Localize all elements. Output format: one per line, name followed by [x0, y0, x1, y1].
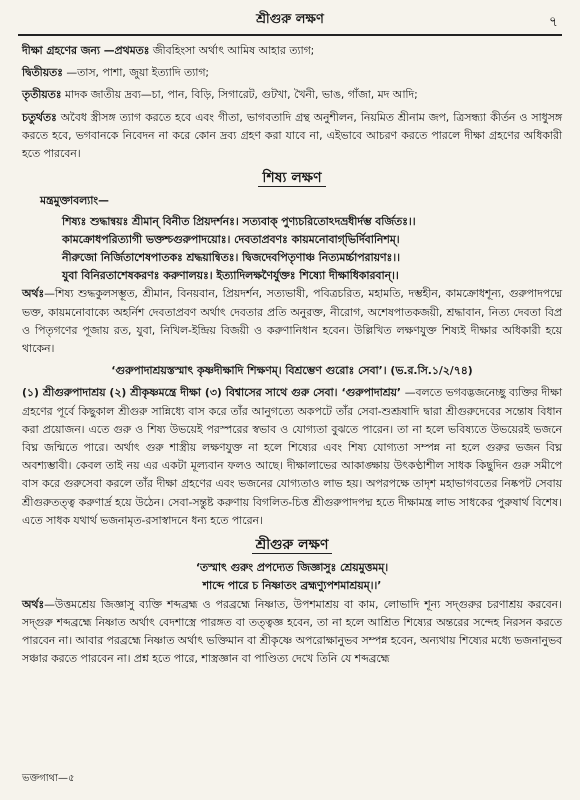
diksha-fourth-text: অবৈধ স্ত্রীসঙ্গ ত্যাগ করতে হবে এবং গীতা, ভাগবতাদি গ্রন্থ অনুশীলন, নিয়মিত শ্রীনাম জপ, ত্রিসন্ধ্যা কীর্তন ও সাধুসঙ্গ করতে হবে, ভগবানকে নিবেদন না করে কোন দ্রব্য গ্রহণ করা যাবে না, এইভাবে আচরণ করতে পারলে দীক্ষা গ্রহণের অধিকারী হতে পারবেন। [22, 110, 562, 161]
page-body [22, 42, 562, 673]
header-title: শ্রীগুরু লক্ষণ [256, 12, 324, 27]
guru-meaning-text: —উত্তমশ্রেয় জিজ্ঞাসু ব্যক্তি শব্দব্রহ্ম ও পরব্রহ্মে নিষ্ণাত, উপশমাশ্রয় বা কাম, লোভাদি শূন্য সদ্গুরুর চরণাশ্রয় করবেন। সদ্গুরু শব্দব্রহ্মে নিষ্ণাত অর্থাৎ বেদশাস্ত্রে পারঙ্গত বা তত্ত্বজ্ঞ হবেন, তা না হলে আশ্রিত শিষ্যের অন্তরের সন্দেহ নিরসন করতে পারবেন না। আবার পরব্রহ্মে নিষ্ণাত অর্থাৎ ভক্তিমান বা শ্রীকৃষ্ণে অপরোক্ষানুভব সম্পন্ন হবেন, অন্যথায় শিষ্যের মধ্যে ভজনানুভব সঞ্চার করতে পারবেন না। প্রশ্ন হতে পারে, শাস্ত্রজ্ঞান বা পাণ্ডিত্য দেখে তিনি যে শব্দব্রহ্মে [22, 597, 562, 666]
diksha-second-text: —তাস, পাশা, জুয়া ইত্যাদি ত্যাগ; [62, 66, 210, 80]
footer-signature: ভক্তগাথা—৫ [22, 773, 75, 784]
shishya-heading [22, 169, 562, 188]
diksha-fourth [22, 109, 562, 164]
diksha-fourth-label: চতুর্থতঃ [22, 110, 57, 124]
diksha-third-text: মাদক জাতীয় দ্রব্য—চা, পান, বিড়ি, সিগারেট, গুটখা, খৈনী, ভাঙ, গাঁজা, মদ আদি; [61, 88, 418, 102]
page-number: ৭ [548, 14, 558, 30]
guru-meaning [22, 596, 562, 669]
guru-heading-text: শ্রীগুরু লক্ষণ [252, 537, 333, 554]
bhakti-rasamrita-quote: ‘গুরুপাদাশ্রয়স্তস্মাৎ কৃষ্ণদীক্ষাদি শিক্ষণম্‌। বিশ্রম্ভেণ গুরোঃ সেবা’। (ভ.র.সি.১/২/৭৪) [111, 364, 473, 378]
guru-padashraya-bold: (১) শ্রীগুরুপাদাশ্রয় (২) শ্রীকৃষ্ণমন্ত্রে দীক্ষা (৩) বিশ্বাসের সাথে গুরু সেবা। ‘গুরুপাদাশ্রয়’ [22, 386, 402, 400]
shishya-meaning-text: —শিষ্য শুদ্ধকুলসম্ভূত, শ্রীমান, বিনয়বান, প্রিয়দর্শন, সত্যভাষী, পবিত্রচরিত, মহামতি, দম্ভহীন, কামক্রোধশূন্য, গুরুপাদপদ্মে ভক্ত, কায়মনোবাক্যে অহর্নিশ দেবতাপ্রবণ অর্থাৎ দেবতার প্রতি অনুরক্ত, নীরোগ, অশেষপাতকজয়ী, শ্রদ্ধাবান, নিত্য দেবতা বিপ্র ও পিতৃগণের পূজায় রত, যুবা, নিখিল-ইন্দ্রিয় বিজয়ী ও করুণানিধান হবেন। উল্লিখিত লক্ষণযুক্ত শিষ্যই দীক্ষার অধিকারী হয়ে থাকেন। [22, 287, 562, 356]
diksha-second-label: দ্বিতীয়তঃ [22, 66, 63, 80]
guru-verse-line-2: শাব্দে পারে চ নিষ্ণাতং ব্রহ্মণ্যুপশমাশ্রয়ম্‌।।’ [202, 579, 382, 593]
verse-line: কামক্রোধপরিত্যাগী ভক্তশ্চগুরুপাদয়োঃ। দেবতাপ্রবণঃ কায়মনোবাগ্‌ভির্দিবানিশম্‌। [62, 232, 400, 246]
running-header [18, 10, 562, 32]
guru-meaning-label: অর্থঃ [22, 597, 45, 611]
verse-line: নীরুজো নির্জিতাশেষপাতকঃ শ্রদ্ধয়ান্বিতঃ। দ্বিজদেবপিতৃণাঞ্চ নিত্যমর্চ্চাপরায়ণঃ।। [62, 251, 400, 265]
diksha-first-text: জীবহিংসা অর্থাৎ আমিষ আহার ত্যাগ; [149, 44, 315, 57]
shishya-meaning [22, 285, 562, 358]
guru-heading [22, 536, 562, 555]
guru-verse-line-1: ‘তস্মাৎ গুরুং প্রপদ্যেত জিজ্ঞাসুঃ শ্রেয়মুত্তমম্‌। [195, 561, 389, 575]
verse-line: যুবা বিনিরতাশেষকরণঃ করুণালয়ঃ। ইত্যাদিলক্ষণৈর্যুক্তঃ শিষ্যো দীক্ষাধিকারবান্‌।। [62, 269, 399, 283]
verse-line: শিষ্যঃ শুদ্ধান্বয়ঃ শ্রীমান্‌ বিনীত প্রিয়দর্শনঃ। সত্যবাক্‌ পুণ্যচরিতোঽদভ্রধীর্দম্ভ বর্জিতঃ।। [62, 214, 416, 228]
guru-padashraya-text: —বলতে ভগবদ্ভজনেচ্ছু ব্যক্তির দীক্ষা গ্রহণের পূর্বে কিছুকাল শ্রীগুরু সান্নিধ্যে বাস করে তাঁর আনুগত্যে অকপটে তাঁর সেবা-শুশ্রূষাদি দ্বারা শ্রীগুরুদেবের সন্তোষ বিধান করা প্রয়োজন। এতে গুরু ও শিষ্য উভয়েই পরস্পরের স্বভাব ও যোগ্যতা বুঝতে পারেন। তা না হলে ভবিষ্যতে উভয়েরই ভজনে বিঘ্ন জন্মিতে পারে। অর্থাৎ গুরু শাস্ত্রীয় লক্ষণযুক্ত না হলে শিষ্যের এবং শিষ্য যোগ্যতা সম্পন্ন না হলে গুরুর ভজন বিঘ্ন অবশ্যম্ভাবী। কেবল তাই নয় এর একটা মূল্যবান ফলও আছে। দীক্ষালাভের আকাঙ্ক্ষায় উৎকণ্ঠাশীল সাধক কিছুদিন গুরু সমীপে বাস করে গুরুসেবা করলে তাঁর দীক্ষা গ্রহণের এবং ভজনের যোগ্যতাও লাভ হয়। অপরপক্ষে তাদৃশ মহাভাগবতের নিষ্কপট সেবায় শ্রীগুরুতত্ত্ব করুণার্দ্র হয়ে উঠেন। সেবা-সন্তুষ্ট করুণায় বিগলিত-চিত্ত শ্রীগুরুপাদপদ্ম হতে দীক্ষামন্ত্র লাভ সাধকের পুরুষার্থ বিশেষ। এতে সাধক যথার্থ ভজনামৃত-রসাস্বাদনে ধন্য হতে পারেন। [22, 386, 562, 527]
guru-padashraya-paragraph [22, 384, 562, 530]
diksha-third-label: তৃতীয়তঃ [22, 88, 62, 102]
shishya-meaning-label: অর্থঃ [22, 287, 45, 301]
shishya-heading-text: শিষ্য লক্ষণ [258, 170, 325, 187]
diksha-second [22, 64, 562, 82]
diksha-first [22, 42, 562, 60]
header-rule [18, 34, 562, 36]
diksha-first-label: দীক্ষা গ্রহণের জন্য —প্রথমতঃ [22, 44, 150, 57]
verse-intro: মন্ত্রমুক্তাবল্যাং— [40, 194, 109, 208]
diksha-third [22, 86, 562, 104]
